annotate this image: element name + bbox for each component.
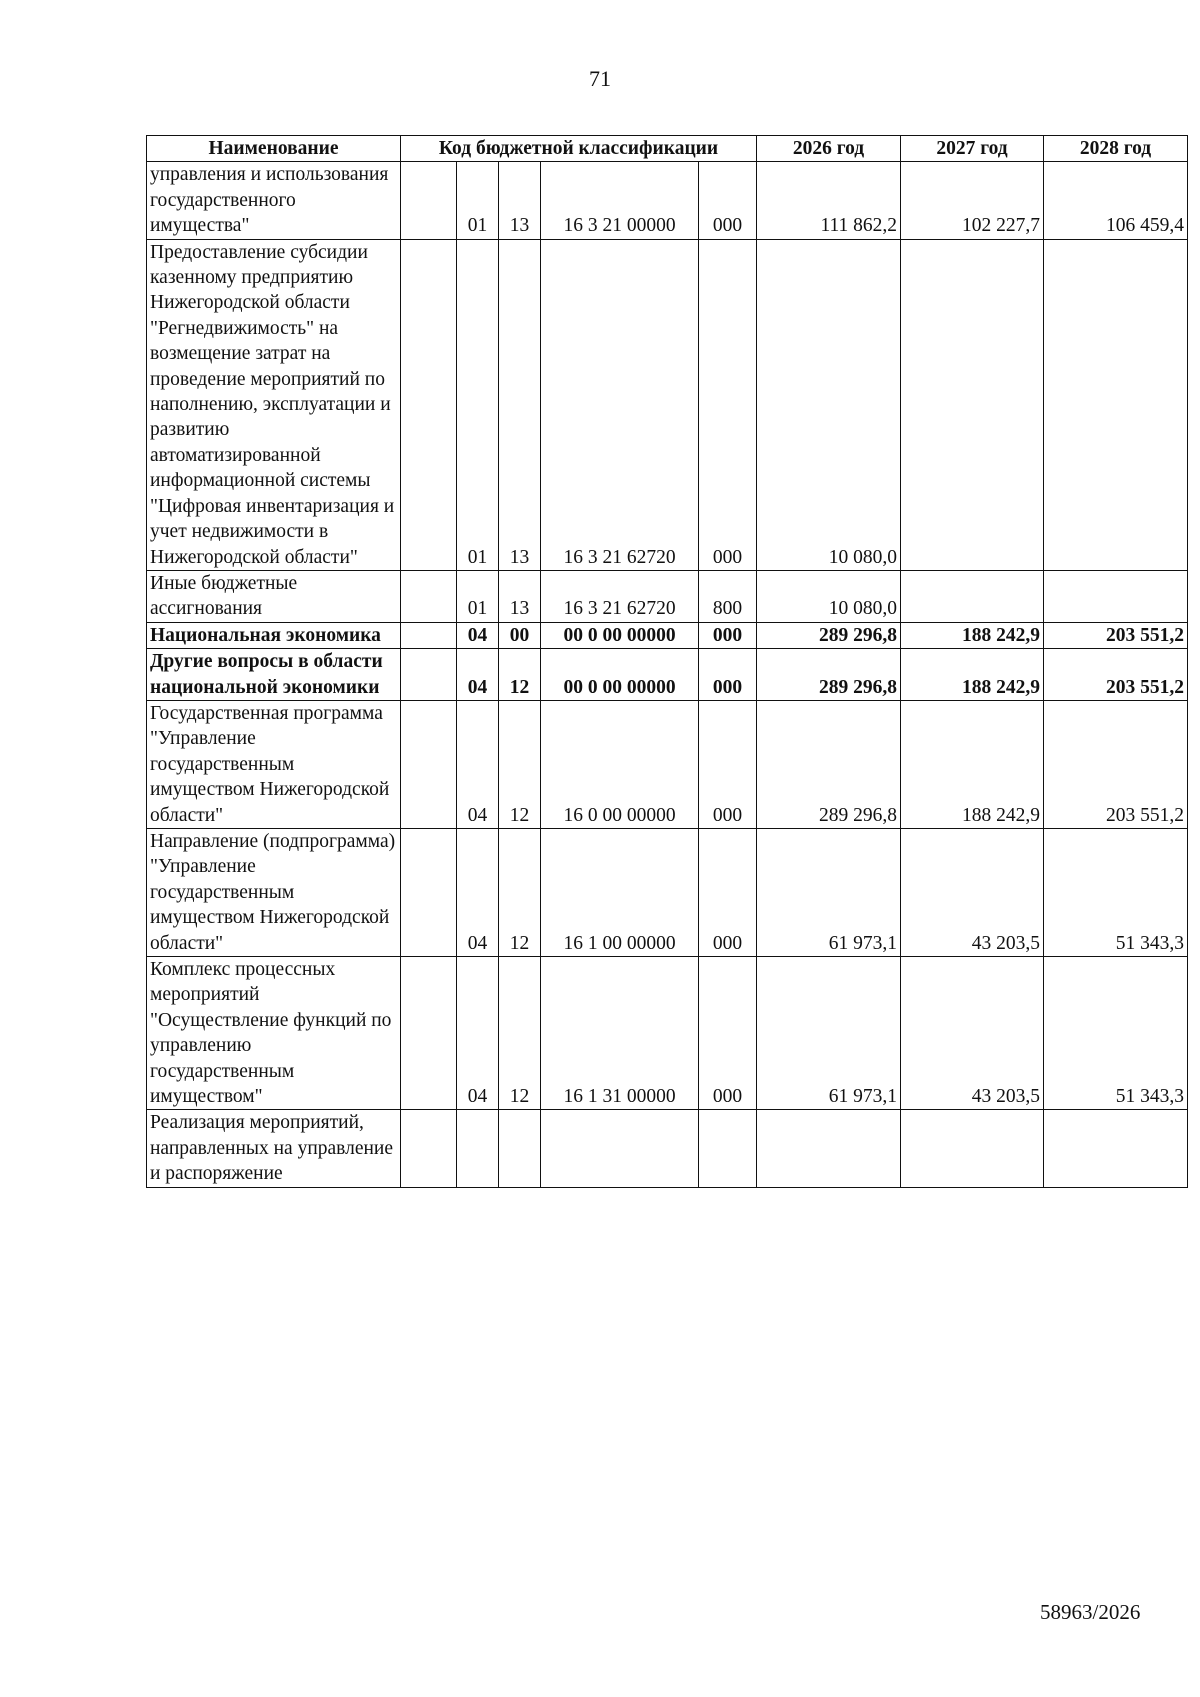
row-name: Предоставление субсидии казенному предприятию Нижегородской области "Регнедвижимость" на возмещение затрат на проведение мероприятий по наполнению, эксплуатации и развитию автоматизированной информационной системы "Цифровая инвентаризация и учет недвижимости в Нижегородской области" [147,239,401,570]
row-value-2028 [1044,570,1188,622]
row-code-subsection: 12 [499,828,541,956]
row-code-subsection: 13 [499,162,541,239]
row-code-target: 16 3 21 00000 [541,162,699,239]
row-name: Национальная экономика [147,622,401,648]
row-code-target: 16 3 21 62720 [541,239,699,570]
row-code-subsection: 12 [499,700,541,828]
row-code-blank [401,828,457,956]
row-value-2028 [1044,239,1188,570]
row-value-2028: 106 459,4 [1044,162,1188,239]
row-code-target: 16 0 00 00000 [541,700,699,828]
row-code-subsection: 13 [499,570,541,622]
row-code-section [457,1110,499,1187]
table-row [147,239,1188,570]
row-code-expense-type: 000 [699,239,757,570]
table-row [147,649,1188,701]
row-value-2027: 188 242,9 [901,700,1044,828]
row-value-2026: 111 862,2 [757,162,901,239]
row-value-2027 [901,1110,1044,1187]
row-code-section: 01 [457,570,499,622]
table-row [147,828,1188,956]
row-value-2026: 61 973,1 [757,957,901,1110]
table-row [147,570,1188,622]
row-code-expense-type: 800 [699,570,757,622]
row-code-section: 04 [457,649,499,701]
row-code-subsection: 12 [499,957,541,1110]
row-code-target: 16 1 00 00000 [541,828,699,956]
row-name: Комплекс процессных мероприятий "Осуществление функций по управлению государственным имуществом" [147,957,401,1110]
row-name: управления и использования государственного имущества" [147,162,401,239]
row-code-subsection [499,1110,541,1187]
row-code-subsection: 12 [499,649,541,701]
row-code-target: 00 0 00 00000 [541,622,699,648]
row-code-target [541,1110,699,1187]
row-code-expense-type: 000 [699,957,757,1110]
row-code-section: 01 [457,162,499,239]
row-code-subsection: 00 [499,622,541,648]
row-value-2026: 289 296,8 [757,700,901,828]
header-2027: 2027 год [901,136,1044,162]
row-value-2026: 10 080,0 [757,239,901,570]
row-value-2026: 61 973,1 [757,828,901,956]
row-code-blank [401,239,457,570]
row-name: Государственная программа "Управление государственным имуществом Нижегородской области" [147,700,401,828]
row-code-section: 04 [457,622,499,648]
row-code-blank [401,957,457,1110]
row-name: Реализация мероприятий, направленных на управление и распоряжение [147,1110,401,1187]
row-code-expense-type: 000 [699,649,757,701]
table-row [147,622,1188,648]
row-value-2028: 203 551,2 [1044,622,1188,648]
row-code-section: 04 [457,828,499,956]
row-value-2026 [757,1110,901,1187]
row-value-2027: 102 227,7 [901,162,1044,239]
row-value-2026: 10 080,0 [757,570,901,622]
header-name: Наименование [147,136,401,162]
row-code-blank [401,570,457,622]
row-code-blank [401,622,457,648]
row-name: Направление (подпрограмма) "Управление государственным имуществом Нижегородской области" [147,828,401,956]
row-name: Другие вопросы в области национальной экономики [147,649,401,701]
row-value-2027: 43 203,5 [901,957,1044,1110]
row-value-2027: 188 242,9 [901,649,1044,701]
row-code-blank [401,162,457,239]
row-code-blank [401,700,457,828]
document-number: 58963/2026 [1040,1600,1141,1624]
row-value-2028: 51 343,3 [1044,828,1188,956]
row-value-2026: 289 296,8 [757,622,901,648]
row-value-2028: 51 343,3 [1044,957,1188,1110]
table-body [147,162,1188,1187]
row-code-section: 04 [457,700,499,828]
header-budget-code: Код бюджетной классификации [401,136,757,162]
row-code-blank [401,649,457,701]
table-row [147,1110,1188,1187]
row-code-section: 01 [457,239,499,570]
table-row [147,700,1188,828]
row-name: Иные бюджетные ассигнования [147,570,401,622]
row-value-2027: 43 203,5 [901,828,1044,956]
row-value-2028: 203 551,2 [1044,649,1188,701]
budget-table [146,135,1188,1188]
row-code-target: 00 0 00 00000 [541,649,699,701]
row-code-expense-type: 000 [699,162,757,239]
row-value-2027: 188 242,9 [901,622,1044,648]
row-value-2028 [1044,1110,1188,1187]
row-code-target: 16 3 21 62720 [541,570,699,622]
row-code-expense-type [699,1110,757,1187]
row-value-2028: 203 551,2 [1044,700,1188,828]
header-row [147,136,1188,162]
row-code-blank [401,1110,457,1187]
row-code-expense-type: 000 [699,700,757,828]
row-code-expense-type: 000 [699,622,757,648]
row-code-section: 04 [457,957,499,1110]
row-code-expense-type: 000 [699,828,757,956]
row-code-target: 16 1 31 00000 [541,957,699,1110]
row-value-2027 [901,239,1044,570]
row-code-subsection: 13 [499,239,541,570]
page-number: 71 [589,66,611,91]
table-row [147,162,1188,239]
table-row [147,957,1188,1110]
header-2026: 2026 год [757,136,901,162]
row-value-2027 [901,570,1044,622]
header-2028: 2028 год [1044,136,1188,162]
row-value-2026: 289 296,8 [757,649,901,701]
